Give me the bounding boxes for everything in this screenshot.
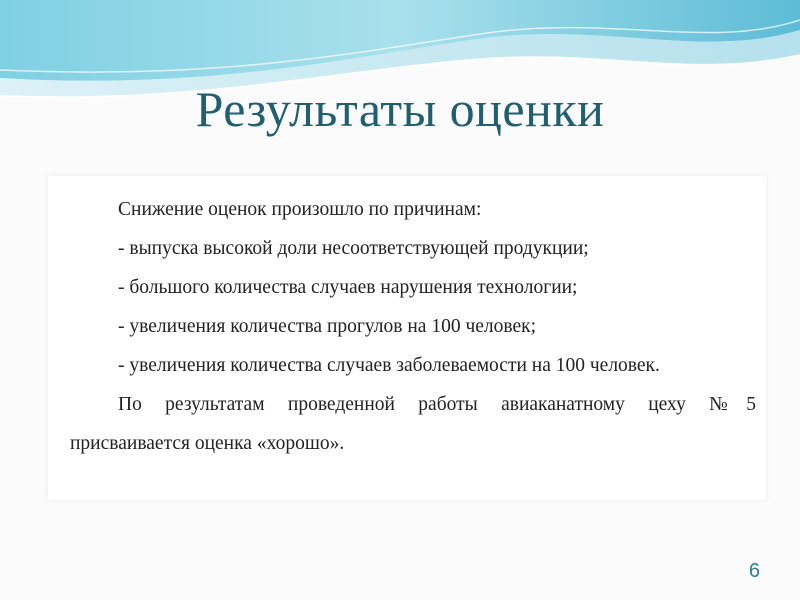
reason-item: - увеличения количества случаев заболеваемости на 100 человек. <box>118 355 660 376</box>
page-number: 6 <box>748 560 760 582</box>
reason-item: - большого количества случаев нарушения технологии; <box>118 277 578 298</box>
intro-line: Снижение оценок произошло по причинам: <box>118 199 482 220</box>
content-text <box>70 190 756 463</box>
reason-item: - выпуска высокой доли несоответствующей продукции; <box>118 238 589 259</box>
conclusion-line-1: По результатам проведенной работы авиаканатному цеху №5 <box>118 394 756 415</box>
slide-title: Результаты оценки <box>195 81 605 137</box>
conclusion-line-2: присваивается оценка «хорошо». <box>70 433 345 454</box>
reason-item: - увеличения количества прогулов на 100 человек; <box>118 316 537 337</box>
